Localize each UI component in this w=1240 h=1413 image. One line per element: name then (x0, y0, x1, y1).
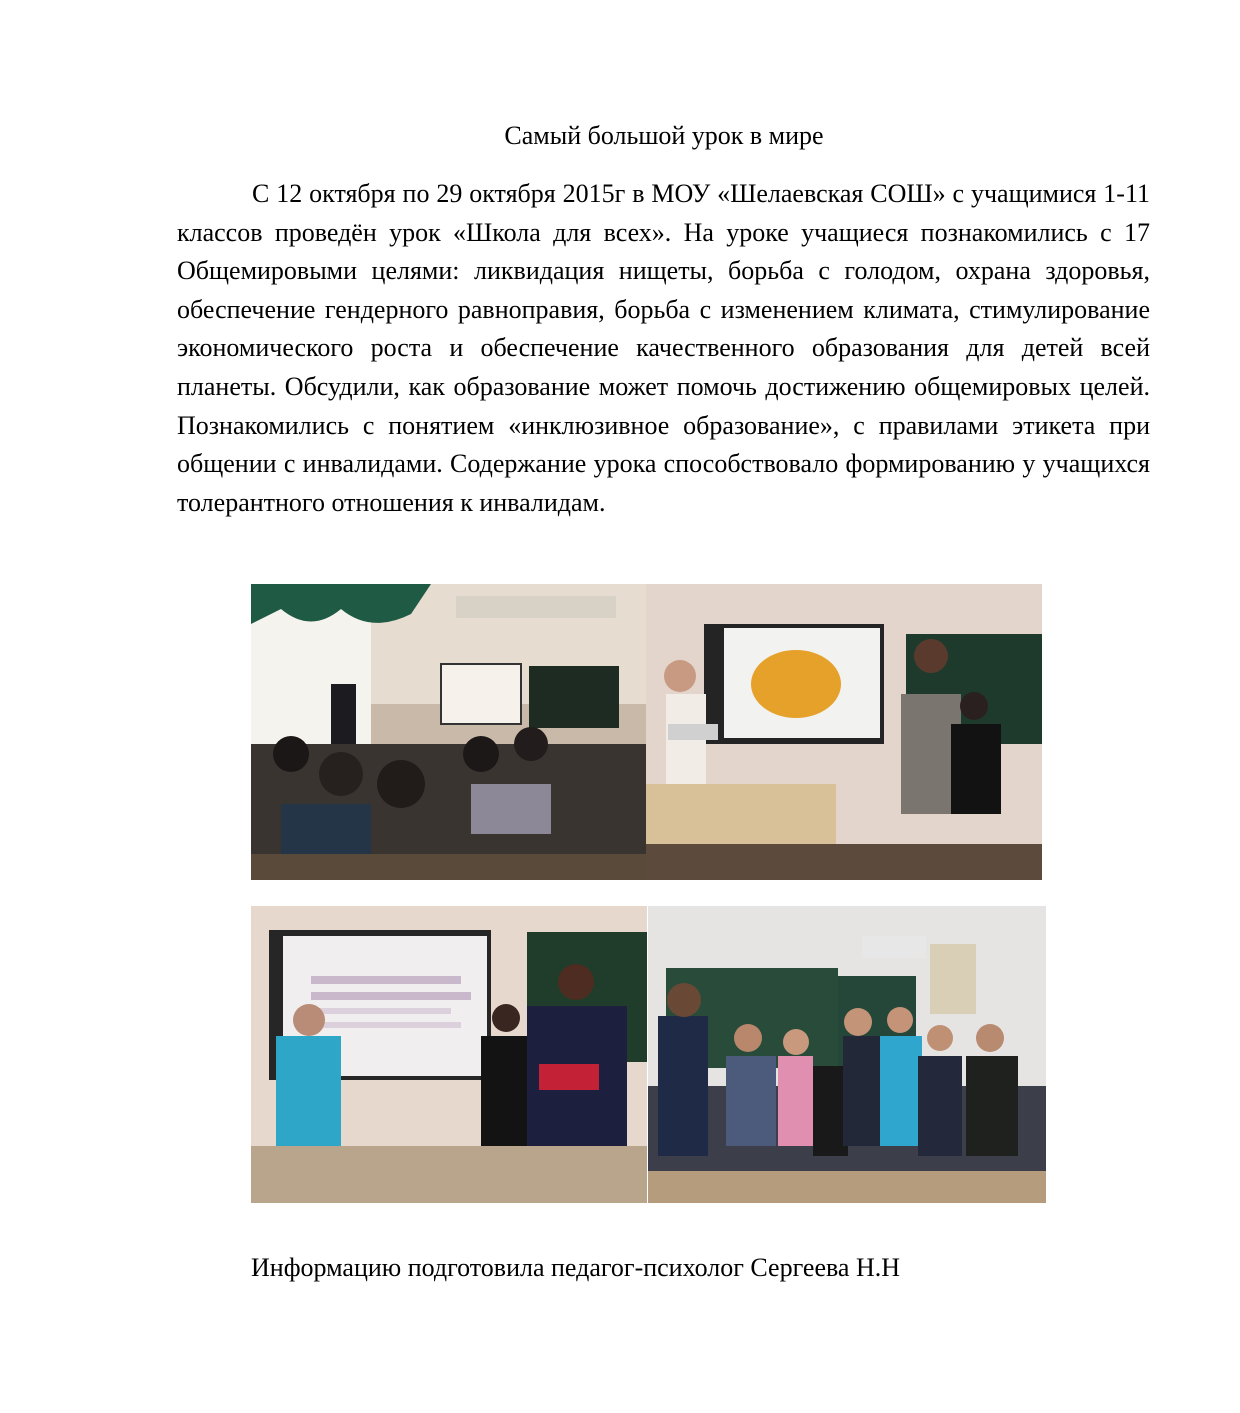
page-title: Самый большой урок в мире (504, 121, 824, 150)
photo-students-presenting (251, 906, 647, 1203)
photo-teacher-with-students (646, 584, 1042, 880)
photo-group-of-students (648, 906, 1046, 1203)
footer-credit: Информацию подготовила педагог-психолог Сергеева Н.Н (251, 1253, 901, 1282)
body-paragraph: С 12 октября по 29 октября 2015г в МОУ «Шелаевская СОШ» с учащимися 1-11 классов проведён урок «Школа для всех». На уроке учащиеся познакомились с 17 Общемировыми целями: ликвидация нищеты, борьба с голодом, охрана здоровья, обеспечение гендерного равноправия, борьба с изменением климата, стимулирование экономического роста и обеспечение качественного образования для детей всей планеты. Обсудили, как образование может помочь достижению общемировых целей. Познакомились с понятием «инклюзивное образование», с правилами этикета при общении с инвалидами. Содержание урока способствовало формированию у учащихся толерантного отношения к инвалидам. (177, 179, 1150, 517)
photo-classroom-lesson (251, 584, 646, 880)
